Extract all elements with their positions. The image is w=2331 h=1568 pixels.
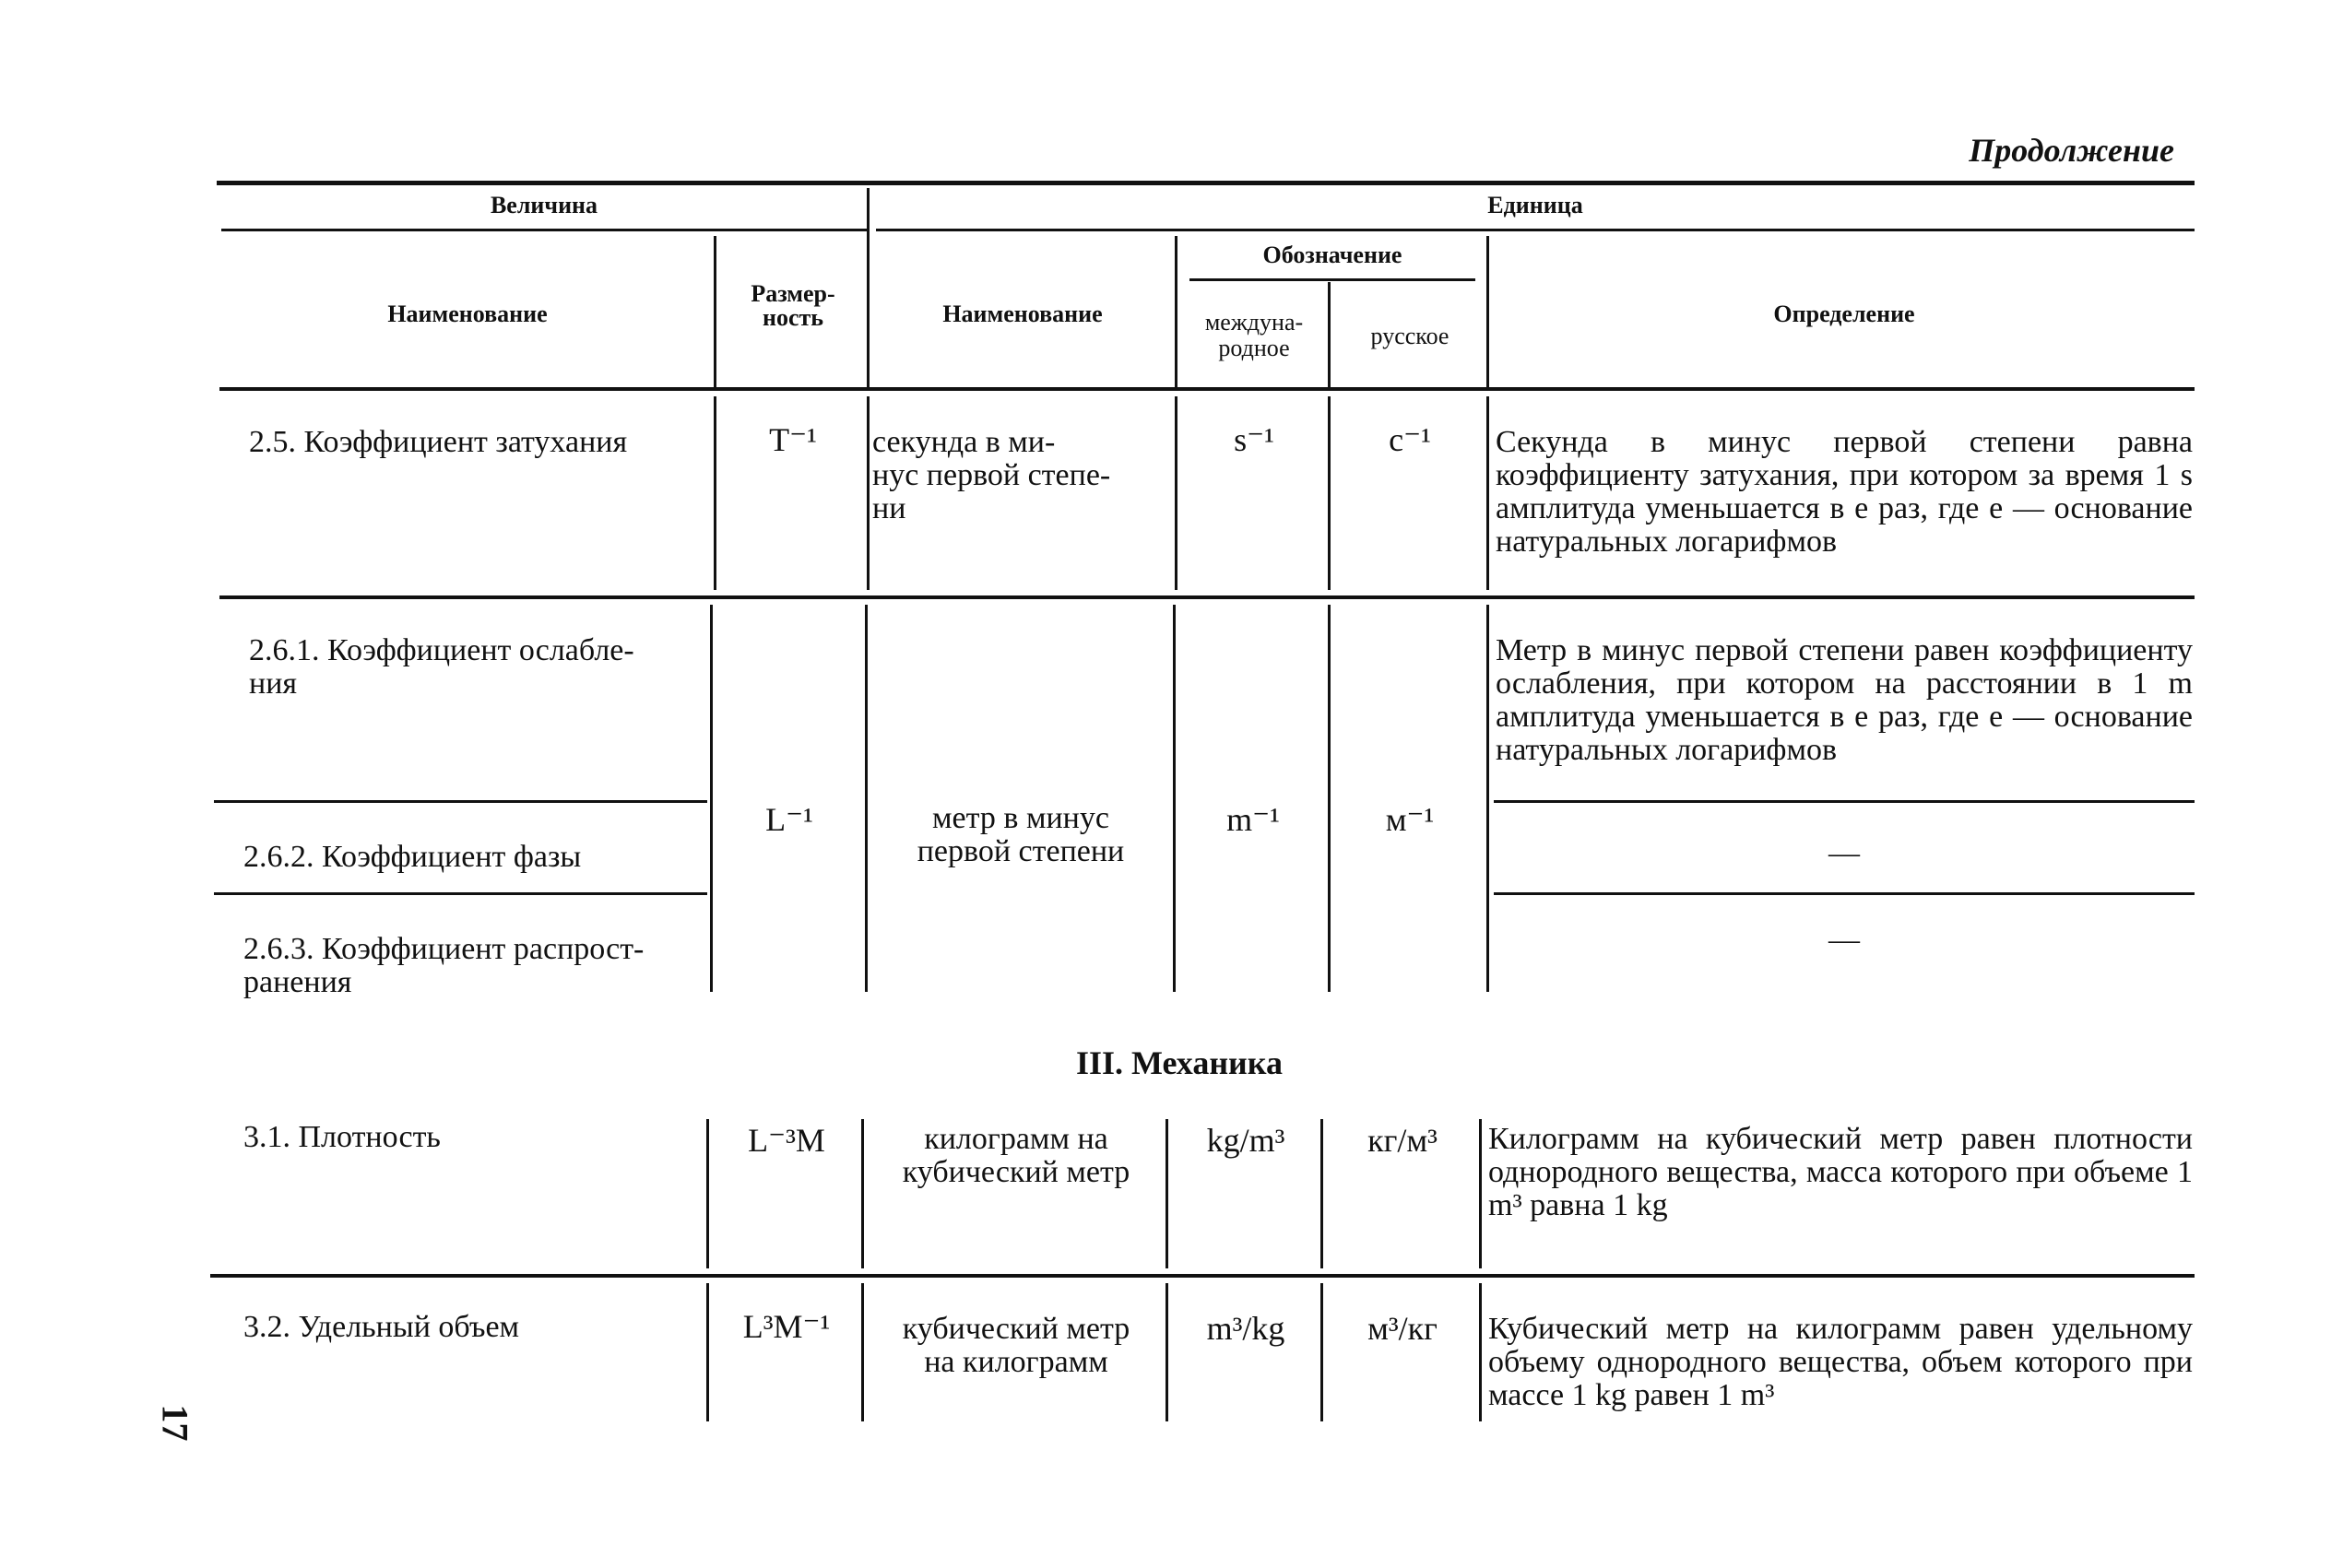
- row262-rule-left: [214, 892, 707, 895]
- row31-name: 3.1. Плотность: [243, 1120, 441, 1154]
- row26-dimension: L⁻¹: [765, 801, 813, 838]
- row31-vline-5: [1479, 1119, 1482, 1268]
- header-quantity: Величина: [490, 192, 598, 218]
- row25-vline-3: [1175, 396, 1177, 590]
- row32-vline-2: [861, 1283, 864, 1421]
- row32-name: 3.2. Удельный объем: [243, 1310, 520, 1344]
- row262-rule-right: [1494, 892, 2195, 895]
- row25-vline-4: [1328, 396, 1331, 590]
- row31-dimension: L⁻³M: [748, 1122, 825, 1159]
- header-unit-name: Наименование: [942, 301, 1103, 327]
- row31-vline-1: [706, 1119, 709, 1268]
- row262-definition: —: [1828, 836, 1860, 870]
- row26-unit-name: метр в минус первой степени: [917, 801, 1125, 868]
- row32-russian: м³/кг: [1367, 1310, 1438, 1347]
- header-name: Наименование: [387, 301, 548, 327]
- table-top-rule: [217, 181, 2195, 185]
- header-international: междуна- родное: [1204, 309, 1304, 361]
- row26-vline-5: [1486, 605, 1489, 992]
- row25-russian: с⁻¹: [1389, 421, 1431, 458]
- row26-vline-1: [710, 605, 713, 992]
- row31-definition: Килограмм на кубический метр равен плотности однородного вещества, масса которого при объеме 1 m³ равна 1 kg: [1488, 1122, 2193, 1222]
- continuation-label: Продолжение: [1969, 132, 2174, 169]
- header-dimension: Размер- ность: [751, 280, 835, 331]
- header-designation: Обозначение: [1262, 242, 1402, 268]
- header-vline-2: [714, 236, 716, 387]
- page-number: 17: [154, 1404, 196, 1442]
- row31-international: kg/m³: [1206, 1122, 1285, 1159]
- row26-vline-3: [1173, 605, 1176, 992]
- row25-vline-1: [714, 396, 716, 590]
- row25-definition: Секунда в минус первой степени равна коэффициенту затухания, при котором за время 1 s амплитуда уменьшается в е раз, где е — основание натуральных логарифмов: [1496, 425, 2193, 559]
- row25-name: 2.5. Коэффициент затухания: [249, 425, 628, 459]
- row31-bottom-rule: [210, 1274, 2195, 1278]
- header-vline-3: [1175, 236, 1177, 387]
- header-vline-1: [867, 188, 870, 389]
- designation-rule: [1189, 278, 1475, 281]
- header-vline-5: [1486, 236, 1489, 387]
- row261-definition: Метр в минус первой степени равен коэффициенту ослабления, при котором на расстоянии в 1 m амплитуда уменьшается в е раз, где е — основание натуральных логарифмов: [1496, 633, 2193, 767]
- row25-international: s⁻¹: [1234, 421, 1274, 458]
- row26-russian: м⁻¹: [1385, 801, 1435, 838]
- row32-definition: Кубический метр на килограмм равен удельному объему однородного вещества, объем которого при массе 1 kg равен 1 m³: [1488, 1312, 2193, 1412]
- row25-dimension: T⁻¹: [769, 421, 817, 458]
- row32-vline-1: [706, 1283, 709, 1421]
- row32-vline-3: [1166, 1283, 1168, 1421]
- row263-definition: —: [1828, 923, 1860, 957]
- row31-vline-4: [1320, 1119, 1323, 1268]
- header-definition: Определение: [1773, 301, 1915, 327]
- row32-vline-4: [1320, 1283, 1323, 1421]
- row31-unit-name: килограмм на кубический метр: [902, 1122, 1130, 1189]
- row31-vline-3: [1166, 1119, 1168, 1268]
- row25-unit-name: секунда в ми- нус первой степе- ни: [872, 425, 1111, 525]
- row32-unit-name: кубический метр на килограмм: [902, 1312, 1130, 1379]
- header-vline-4: [1328, 282, 1331, 387]
- row25-vline-2: [867, 396, 870, 590]
- row31-vline-2: [861, 1119, 864, 1268]
- header-bottom-rule: [219, 387, 2195, 391]
- header-russian: русское: [1370, 323, 1449, 349]
- row31-russian: кг/м³: [1367, 1122, 1438, 1159]
- row32-international: m³/kg: [1206, 1310, 1285, 1347]
- row261-rule-right: [1494, 800, 2195, 803]
- row26-vline-4: [1328, 605, 1331, 992]
- row25-bottom-rule: [219, 595, 2195, 599]
- section-heading: III. Механика: [1076, 1044, 1283, 1081]
- row25-vline-5: [1486, 396, 1489, 590]
- header-rule-right: [876, 229, 2195, 231]
- row261-name: 2.6.1. Коэффициент ослабле- ния: [249, 633, 634, 701]
- row263-name: 2.6.3. Коэффициент распрост- ранения: [243, 932, 645, 999]
- row32-vline-5: [1479, 1283, 1482, 1421]
- row26-international: m⁻¹: [1226, 801, 1280, 838]
- row26-vline-2: [865, 605, 868, 992]
- row261-rule-left: [214, 800, 707, 803]
- header-rule-left: [221, 229, 867, 231]
- row262-name: 2.6.2. Коэффициент фазы: [243, 840, 582, 874]
- row32-dimension: L³M⁻¹: [742, 1308, 831, 1345]
- header-unit: Единица: [1487, 192, 1583, 218]
